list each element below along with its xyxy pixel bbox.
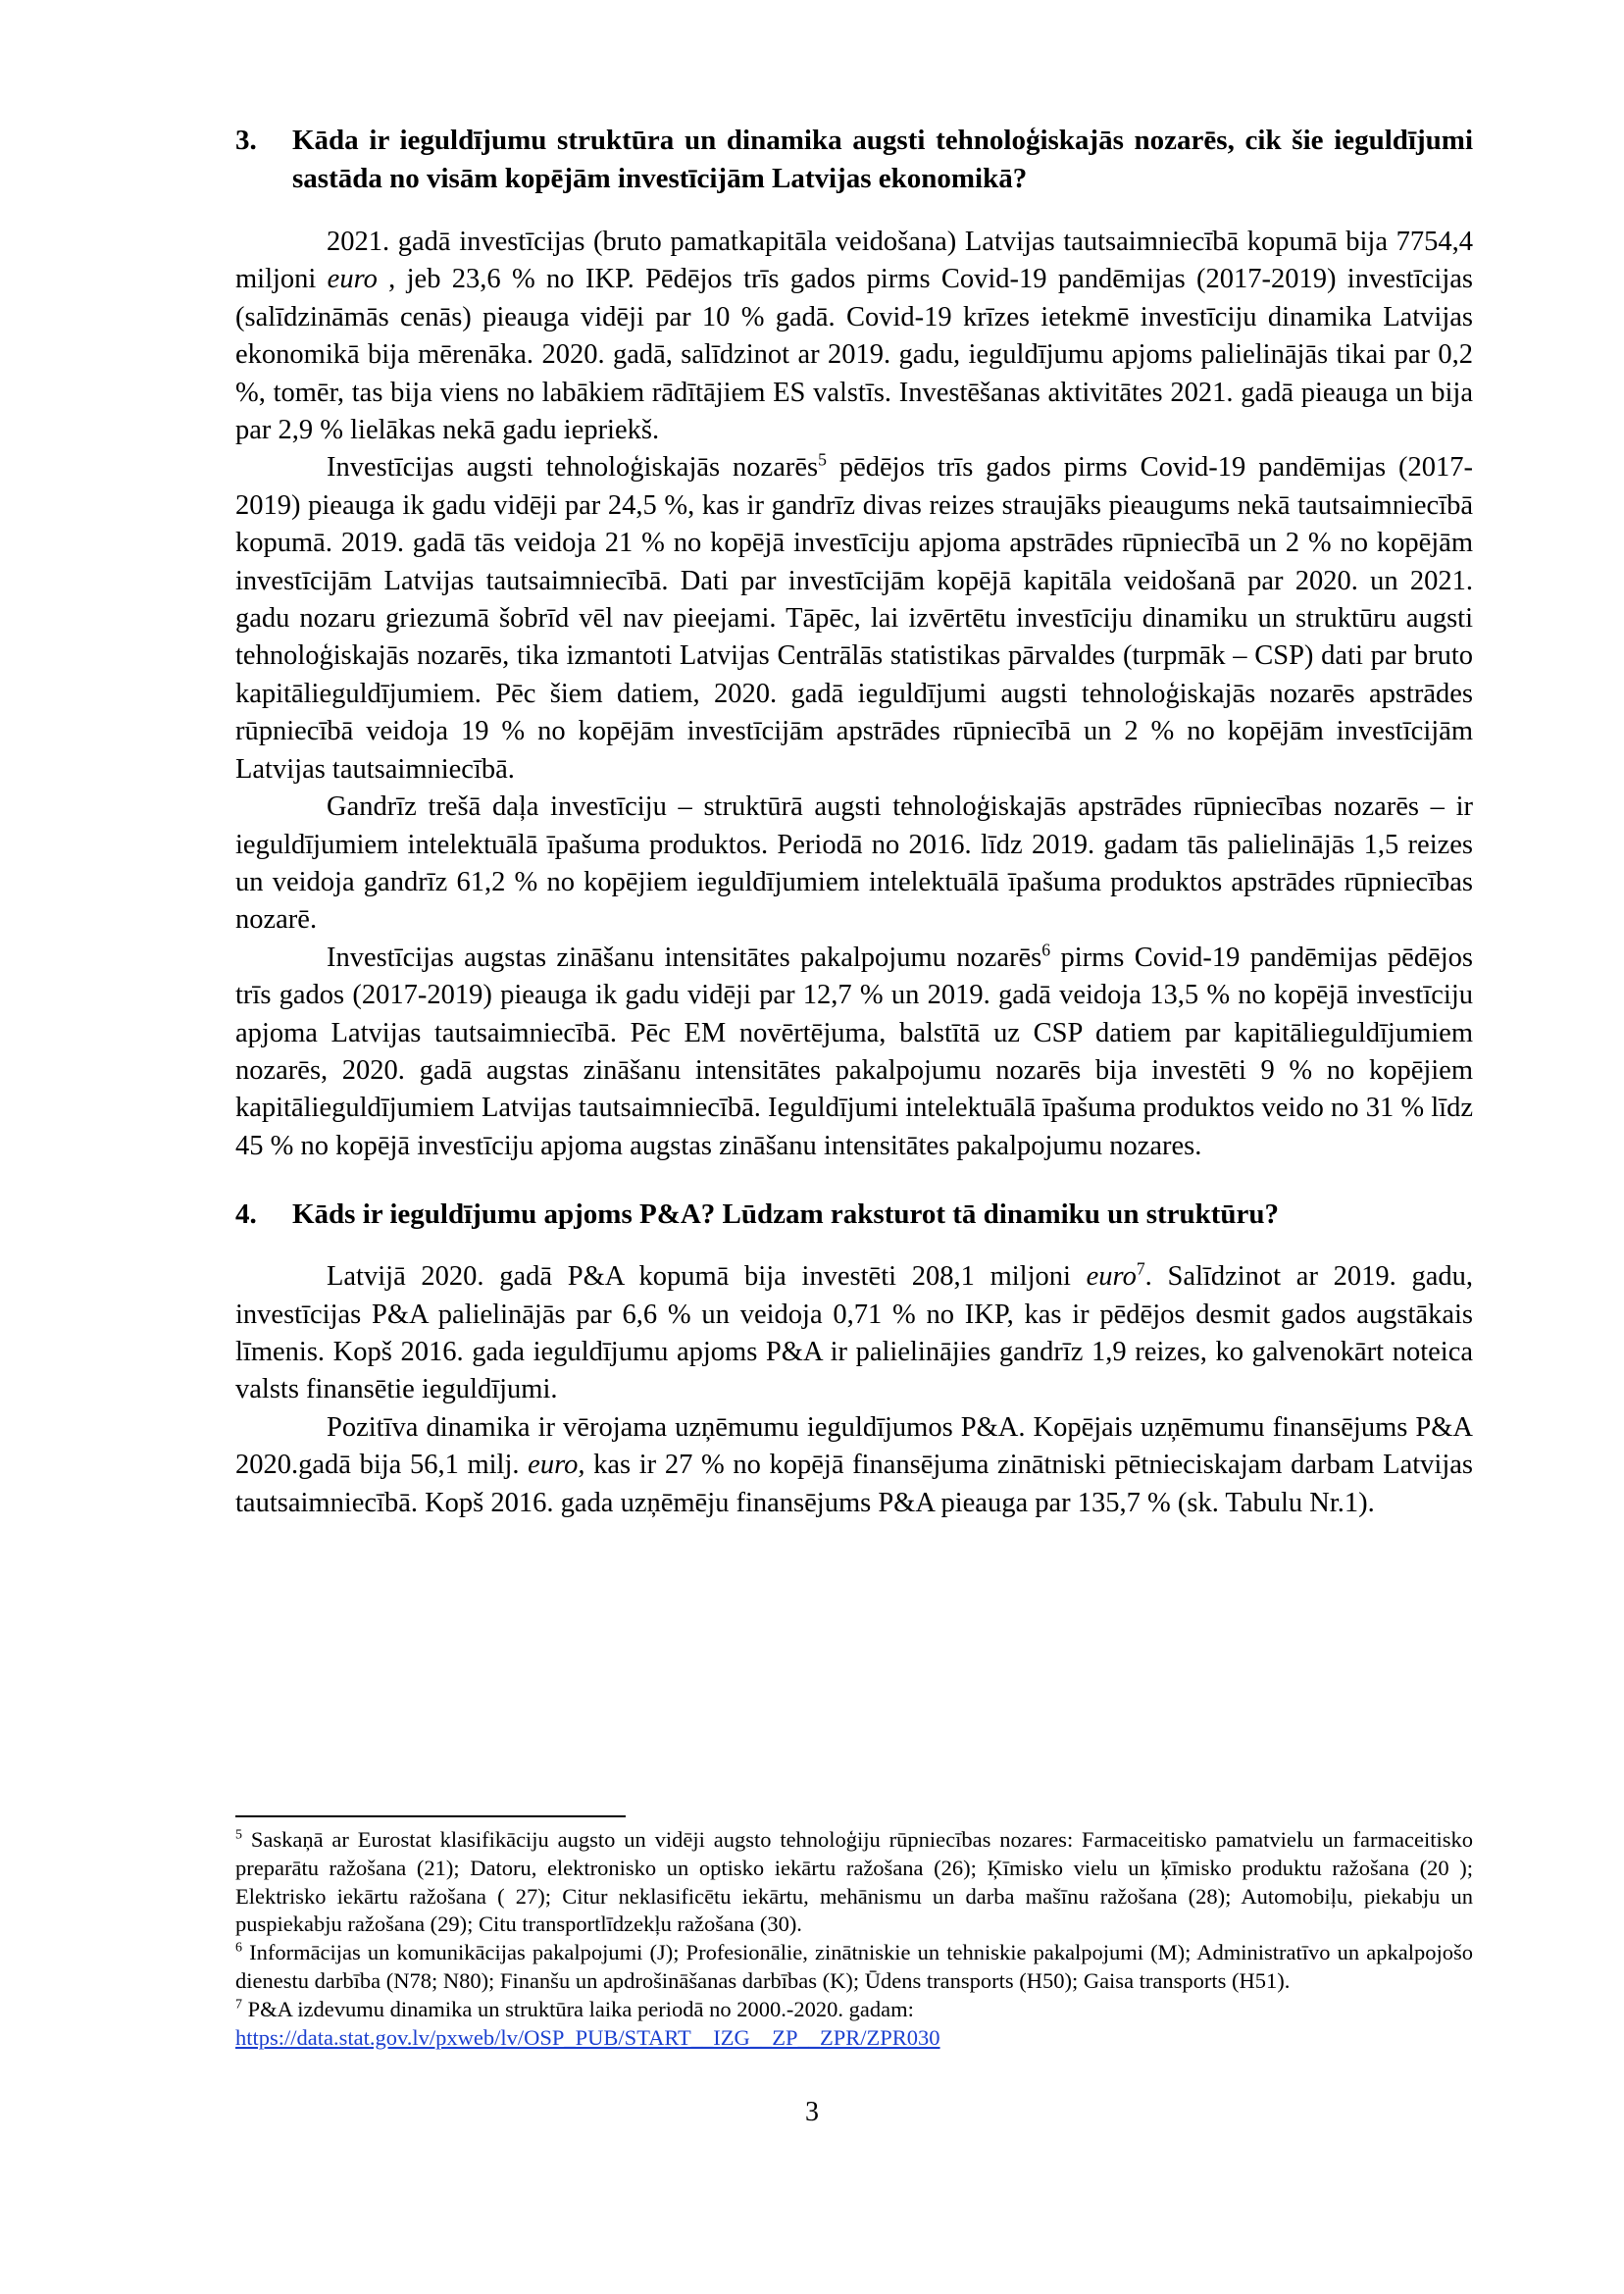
question-3-heading — [235, 122, 1473, 198]
text-run: Latvijā 2020. gadā P&A kopumā bija investēti 208,1 miljoni — [327, 1261, 1087, 1293]
footnote-text: P&A izdevumu dinamika un struktūra laika periodā no 2000.-2020. gadam: — [241, 1996, 914, 2021]
footnote-separator — [235, 1815, 626, 1817]
text-run: pēdējos trīs gados pirms Covid-19 pandēmijas (2017-2019) pieauga ik gadu vidēji par 24,5 %, kas ir gandrīz divas reizes straujāks pieaugums nekā tautsaimniecībā kopumā. 2019. gadā tās veidoja 21 % no kopējā investīciju apjoma apstrādes rūpniecībā un 2 % no kopējām investīcijām Latvijas tautsaimniecībā. Dati par investīcijām kopējā kapitāla veidošanā par 2020. un 2021. gadu nozaru griezumā šobrīd vēl nav pieejami. Tāpēc, lai izvērtētu investīciju dinamiku un struktūru augsti tehnoloģiskajās nozarēs, tika izmantoti Latvijas Centrālās statistikas pārvaldes (turpmāk – CSP) dati par bruto kapitālieguldījumiem. Pēc šiem datiem, 2020. gadā ieguldījumi augsti tehnoloģiskajās nozarēs apstrādes rūpniecībā veidoja 19 % no kopējām investīcijām apstrādes rūpniecībā un 2 % no kopējām investīcijām Latvijas tautsaimniecībā. — [235, 452, 1473, 785]
paragraph-q4-1 — [235, 1258, 1473, 1409]
footnote-ref-7[interactable]: 7 — [1136, 1258, 1145, 1279]
italic-run: euro — [327, 264, 378, 295]
question-3-title: Kāda ir ieguldījumu struktūra un dinamika augsti tehnoloģiskajās nozarēs, cik šie ieguldījumi sastāda no visām kopējām investīcijām Latvijas ekonomikā? — [292, 125, 1473, 194]
text-run: Investīcijas augsti tehnoloģiskajās nozarēs — [327, 452, 819, 484]
footnote-5 — [235, 1826, 1473, 1939]
footnote-text: Saskaņā ar Eurostat klasifikāciju augsto un vidēji augsto tehnoloģiju rūpniecības nozares: Farmaceitisko pamatvielu un farmaceitisko preparātu ražošana (21); Datoru, elektronisko un optisko iekārtu ražošana (26); Ķīmisko vielu un ķīmisko produktu ražošana (20 ); Elektrisko iekārtu ražošana ( 27); Citur neklasificētu iekārtu, mehānismu un darba mašīnu ražošana (28); Automobiļu, piekabju un puspiekabju ražošana (29); Citu transportlīdzekļu ražošana (30). — [235, 1827, 1473, 1937]
footnote-number: 6 — [235, 1940, 242, 1956]
question-4-heading — [235, 1196, 1473, 1234]
paragraph-q3-1 — [235, 224, 1473, 449]
question-3-number: 3. — [235, 125, 257, 156]
page-number: 3 — [805, 2097, 819, 2127]
text-run: Investīcijas augstas zināšanu intensitātes pakalpojumu nozarēs — [327, 942, 1042, 973]
footnotes — [235, 1826, 1473, 2052]
text-run: Pozitīva dinamika ir vērojama uzņēmumu ieguldījumos P&A. Kopējais uzņēmumu finansējums P&A 2020.gadā bija 56,1 milj. — [235, 1411, 1473, 1481]
footnote-link[interactable]: https://data.stat.gov.lv/pxweb/lv/OSP_PUB/START__IZG__ZP__ZPR/ZPR030 — [235, 2024, 940, 2050]
main-content — [235, 122, 1473, 1522]
footnote-text: Informācijas un komunikācijas pakalpojumi (J); Profesionālie, zinātniskie un tehniskie pakalpojumi (M); Administratīvo un apkalpojošo dienestu darbība (N78; N80); Finanšu un apdrošināšanas darbības (K); Ūdens transports (H50); Gaisa transports (H51). — [235, 1940, 1473, 1993]
italic-run: euro, — [528, 1450, 585, 1481]
footnote-7 — [235, 1996, 1473, 2053]
text-run: 2021. gadā investīcijas (bruto pamatkapitāla veidošana) Latvijas tautsaimniecībā kopumā bija 7754,4 miljoni — [235, 227, 1473, 295]
footnote-ref-5[interactable]: 5 — [818, 449, 827, 470]
italic-run: euro — [1086, 1261, 1137, 1293]
paragraph-q4-2 — [235, 1409, 1473, 1522]
footnote-number: 5 — [235, 1827, 242, 1843]
text-run: , jeb 23,6 % no IKP. Pēdējos trīs gados pirms Covid-19 pandēmijas (2017-2019) investīcijas (salīdzināmās cenās) pieauga vidēji par 10 % gadā. Covid-19 krīzes ietekmē investīciju dinamika Latvijas ekonomikā bija mērenāka. 2020. gadā, salīdzinot ar 2019. gadu, ieguldījumu apjoms palielinājās tikai par 0,2 %, tomēr, tas bija viens no labākiem rādītājiem ES valstīs. Investēšanas aktivitātes 2021. gadā pieauga un bija par 2,9 % lielākas nekā gadu iepriekš. — [235, 264, 1474, 446]
footnote-number: 7 — [235, 1997, 242, 2013]
paragraph-q3-4 — [235, 940, 1473, 1165]
question-4-title: Kāds ir ieguldījumu apjoms P&A? Lūdzam raksturot tā dinamiku un struktūru? — [292, 1198, 1280, 1231]
text-run: pirms Covid-19 pandēmijas pēdējos trīs gados (2017-2019) pieauga ik gadu vidēji par 12,7 % un 2019. gadā veidoja 13,5 % no kopējā investīciju apjoma Latvijas tautsaimniecībā. Pēc EM novērtējuma, balstītā uz CSP datiem par kapitālieguldījumiem nozarēs, 2020. gadā augstas zināšanu intensitātes pakalpojumu nozarēs bija investēti 9 % no kopējiem kapitālieguldījumiem Latvijas tautsaimniecībā. Ieguldījumi intelektuālā īpašuma produktos veido no 31 % līdz 45 % no kopējā investīciju apjoma augstas zināšanu intensitātes pakalpojumu nozares. — [235, 942, 1473, 1161]
footnote-ref-6[interactable]: 6 — [1041, 940, 1051, 960]
paragraph-q3-2 — [235, 449, 1473, 789]
paragraph-q3-3: Gandrīz trešā daļa investīciju – struktūrā augsti tehnoloģiskajās apstrādes rūpniecības nozarēs – ir ieguldījumiem intelektuālā īpašuma produktos. Periodā no 2016. līdz 2019. gadam tās palielinājās 1,5 reizes un veidoja gandrīz 61,2 % no kopējiem ieguldījumiem intelektuālā īpašuma produktos apstrādes rūpniecības nozarē. — [235, 791, 1473, 936]
footnote-6 — [235, 1939, 1473, 1996]
question-4-number: 4. — [235, 1198, 257, 1231]
text-run: . Salīdzinot ar 2019. gadu, investīcijas P&A palielinājās par 6,6 % un veidoja 0,71 % no IKP, kas ir pēdējos desmit gados augstākais līmenis. Kopš 2016. gada ieguldījumu apjoms P&A ir palielinājies gandrīz 1,9 reizes, ko galvenokārt noteica valsts finansētie ieguldījumi. — [235, 1261, 1474, 1405]
text-run: kas ir 27 % no kopējā finansējuma zinātniski pētnieciskajam darbam Latvijas tautsaimniecībā. Kopš 2016. gada uzņēmēju finansējums P&A pieauga par 135,7 % (sk. Tabulu Nr.1). — [235, 1450, 1473, 1518]
